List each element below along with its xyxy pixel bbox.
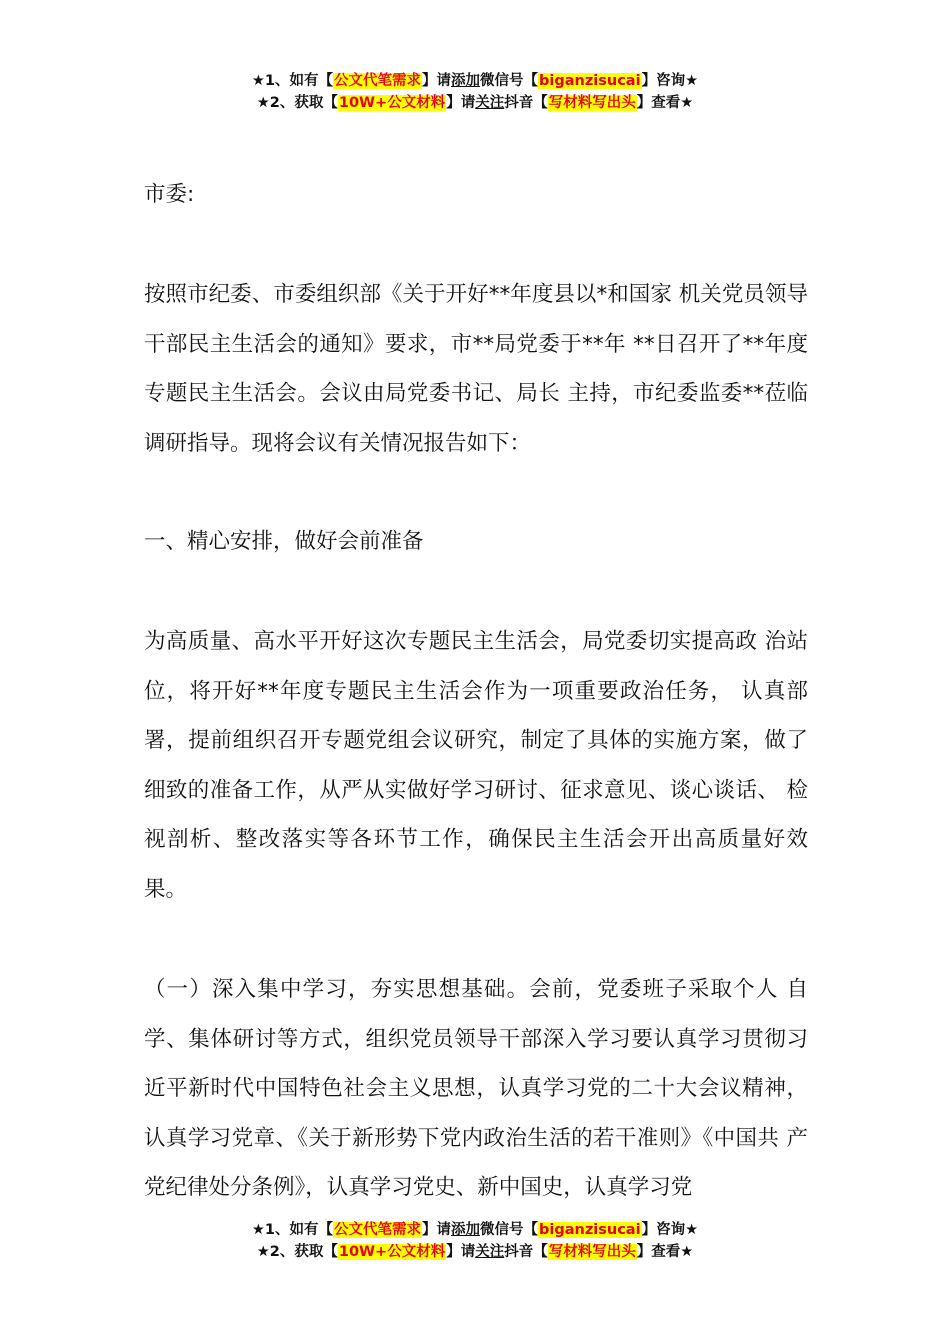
subsection-paragraph: （一）深入集中学习，夯实思想基础。会前，党委班子采取个人 自学、集体研讨等方式，组织党员领导干部深入学习要认真学习贯彻习近平新时代中国特色社会主义思想，认真学习党的二十大会议精神，认真学习党章、《关于新形势下党内政治生活的若干准则》《中国共 产党纪律处分条例》，认真学习党史、新中国史，认真学习党	[144, 977, 808, 1200]
section-paragraph: 为高质量、高水平开好这次专题民主生活会，局党委切实提高政 治站位，将开好**年度专题民主生活会作为一项重要政治任务， 认真部署，提前组织召开专题党组会议研究，制定了具体的实施方案，做了细致的准备工作，从严从实做好学习研讨、征求意见、谈心谈话、 检视剖析、整改落实等各环节工作，确保民主生活会开出高质量好效 果。	[144, 629, 808, 902]
promo-text: 】请	[446, 1244, 476, 1260]
promo-text: 】请	[422, 1222, 452, 1238]
intro-paragraph: 按照市纪委、市委组织部《关于开好**年度县以*和国家 机关党员领导干部民主生活会的通知》要求，市**局党委于**年 **日召开了**年度专题民主生活会。会议由局党委书记、局长 主持，市纪委监委**莅临调研指导。现将会议有关情况报告如下：	[144, 282, 808, 456]
promo-text: 】查看★	[636, 95, 694, 111]
promo-text: 】请	[422, 73, 452, 89]
promo-highlight: 10W+公文材料	[338, 95, 446, 111]
promo-text: 微信号【	[480, 1222, 539, 1238]
promo-text: 】请	[446, 95, 476, 111]
section-heading: 一、精心安排，做好会前准备	[144, 529, 424, 554]
promo-highlight: 公文代笔需求	[334, 73, 422, 89]
promo-text: ★1、如有【	[251, 73, 334, 89]
promo-text: 】查看★	[636, 1244, 694, 1260]
promo-text: 抖音【	[504, 95, 548, 111]
promo-highlight: 10W+公文材料	[338, 1244, 446, 1260]
promo-douyin-id: 写材料写出头	[548, 95, 636, 111]
promo-line-1	[0, 1219, 950, 1241]
promo-text: 】咨询★	[641, 1222, 699, 1238]
salutation: 市委:	[144, 182, 195, 207]
bottom-promo-banner	[0, 1219, 950, 1263]
promo-underlined-text: 关注	[475, 1244, 505, 1260]
promo-highlight: 公文代笔需求	[334, 1222, 422, 1238]
promo-line-1	[0, 70, 950, 92]
promo-text: ★2、获取【	[256, 95, 338, 111]
promo-douyin-id: 写材料写出头	[548, 1244, 636, 1260]
promo-text: 】咨询★	[641, 73, 699, 89]
promo-underlined-text: 关注	[475, 95, 505, 111]
promo-wechat-id: biganzisucai	[539, 73, 641, 89]
promo-underlined-text: 添加	[451, 73, 481, 89]
top-promo-banner	[0, 70, 950, 114]
promo-underlined-text: 添加	[451, 1222, 481, 1238]
promo-text: 微信号【	[480, 73, 539, 89]
promo-text: ★2、获取【	[256, 1244, 338, 1260]
promo-text: 抖音【	[504, 1244, 548, 1260]
promo-line-2	[0, 1241, 950, 1263]
promo-text: ★1、如有【	[251, 1222, 334, 1238]
promo-wechat-id: biganzisucai	[539, 1222, 641, 1238]
promo-line-2	[0, 92, 950, 114]
